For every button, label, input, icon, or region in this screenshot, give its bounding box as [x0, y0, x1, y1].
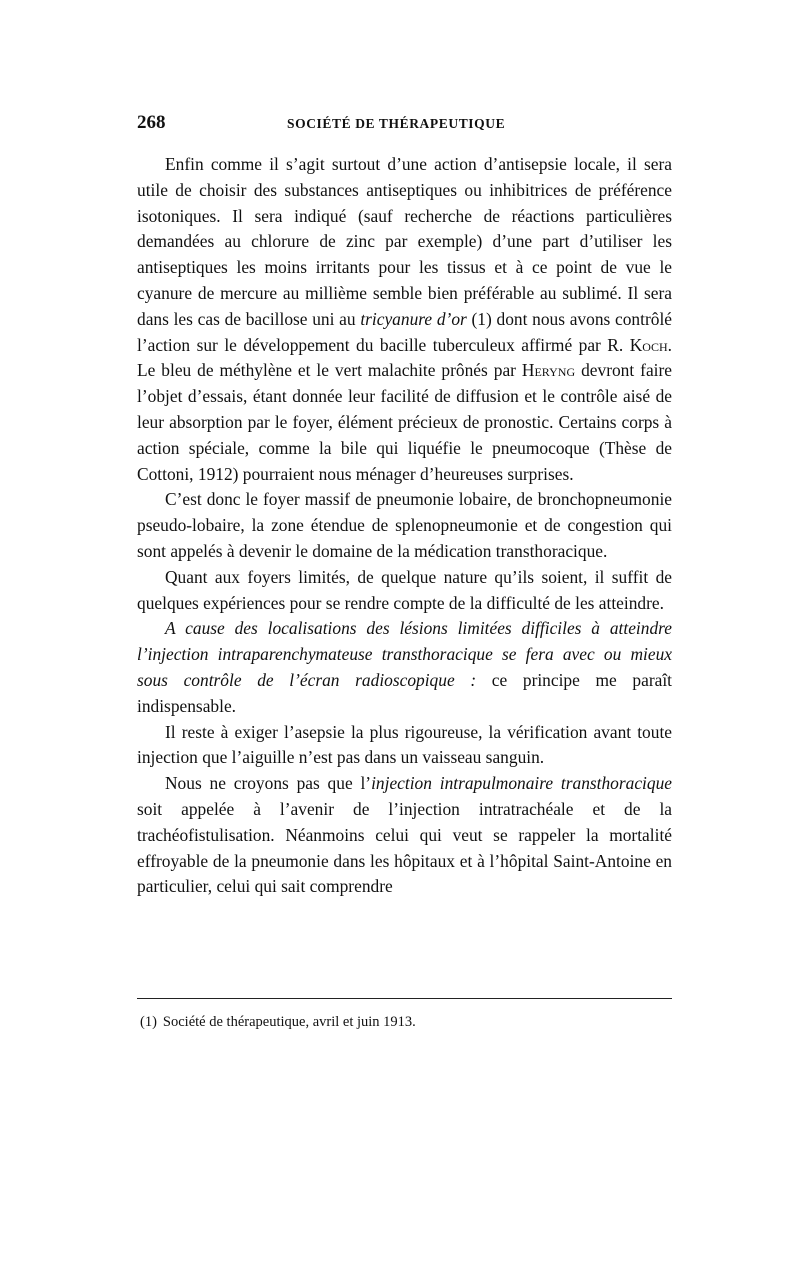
italic-text: injection intrapulmonaire transthoracique [371, 773, 673, 794]
text-run: Nous ne croyons pas que l’ [165, 773, 372, 794]
paragraph [137, 487, 672, 564]
footnote [140, 1012, 670, 1032]
text-run: Il reste à exiger l’asepsie la plus rigoureuse, la vérification avant toute injection que l’aiguille n’est pas dans un vaisseau sanguin. [137, 721, 672, 768]
italic-text: A cause des localisations des lésions limitées difficiles à atteindre l’injection intraparenchymateuse transthoracique se fera avec ou mieux sous contrôle de l’écran radioscopique : [137, 618, 672, 690]
paragraph [137, 616, 672, 719]
paragraph [137, 565, 672, 617]
text-run: ce principe me paraît indispensable. [137, 669, 672, 716]
author-name: Koch [629, 334, 668, 355]
text-run: Enfin comme il s’agit surtout d’une action d’antisepsie locale, il sera utile de choisir des substances antiseptiques ou inhibitrices de préférence isotoniques. Il sera indiqué (sauf recherche de réactions particulières demandées au chlorure de zinc par exemple) d’une part d’utiliser les antiseptiques les moins irritants pour les tissus et à ce point de vue le cyanure de mercure au millième semble bien préférable au sublimé. Il sera dans les cas de bacillose uni au [137, 154, 672, 329]
text-run: soit appelée à l’avenir de l’injection intratrachéale et de la trachéofistulisation. Néanmoins celui qui veut se rappeler la mortalité effroyable de la pneumonie dans les hôpitaux et à l’hôpital Saint-Antoine en particulier, celui qui sait comprendre [137, 798, 672, 897]
text-run: devront faire l’objet d’essais, étant donnée leur facilité de diffusion et le contrôle aisé de leur absorption par le foyer, élément précieux de pronostic. Certains corps à action spéciale, comme la bile qui liquéfie le pneumocoque (Thèse de Cottoni, 1912) pourraient nous ménager d’heureuses surprises. [137, 360, 673, 484]
text-run: (1) dont nous avons contrôlé l’action sur le développement du bacille tuberculeux affirmé par R. [137, 308, 672, 355]
page-header [137, 112, 672, 140]
body-text [137, 152, 672, 900]
footnote-marker: (1) [140, 1014, 157, 1030]
text-run: Quant aux foyers limités, de quelque nature qu’ils soient, il suffit de quelques expériences pour se rendre compte de la difficulté de les atteindre. [137, 566, 672, 613]
page-number: 268 [137, 112, 166, 133]
paragraph [137, 720, 672, 772]
italic-text: tricyanure d’or [360, 308, 467, 329]
author-name: Heryng [521, 360, 576, 381]
footnote-rule [137, 998, 672, 999]
running-title: SOCIÉTÉ DE THÉRAPEUTIQUE [287, 116, 506, 131]
footnote-text: Société de thérapeutique, avril et juin 1913. [162, 1014, 416, 1030]
text-run: . Le bleu de méthylène et le vert malachite prônés par [137, 334, 672, 381]
text-run: C’est donc le foyer massif de pneumonie lobaire, de bronchopneumonie pseudo-lobaire, la zone étendue de splenopneumonie et de congestion qui sont appelés à devenir le domaine de la médication transthoracique. [137, 489, 672, 561]
paragraph [137, 771, 672, 900]
paragraph [137, 152, 672, 487]
